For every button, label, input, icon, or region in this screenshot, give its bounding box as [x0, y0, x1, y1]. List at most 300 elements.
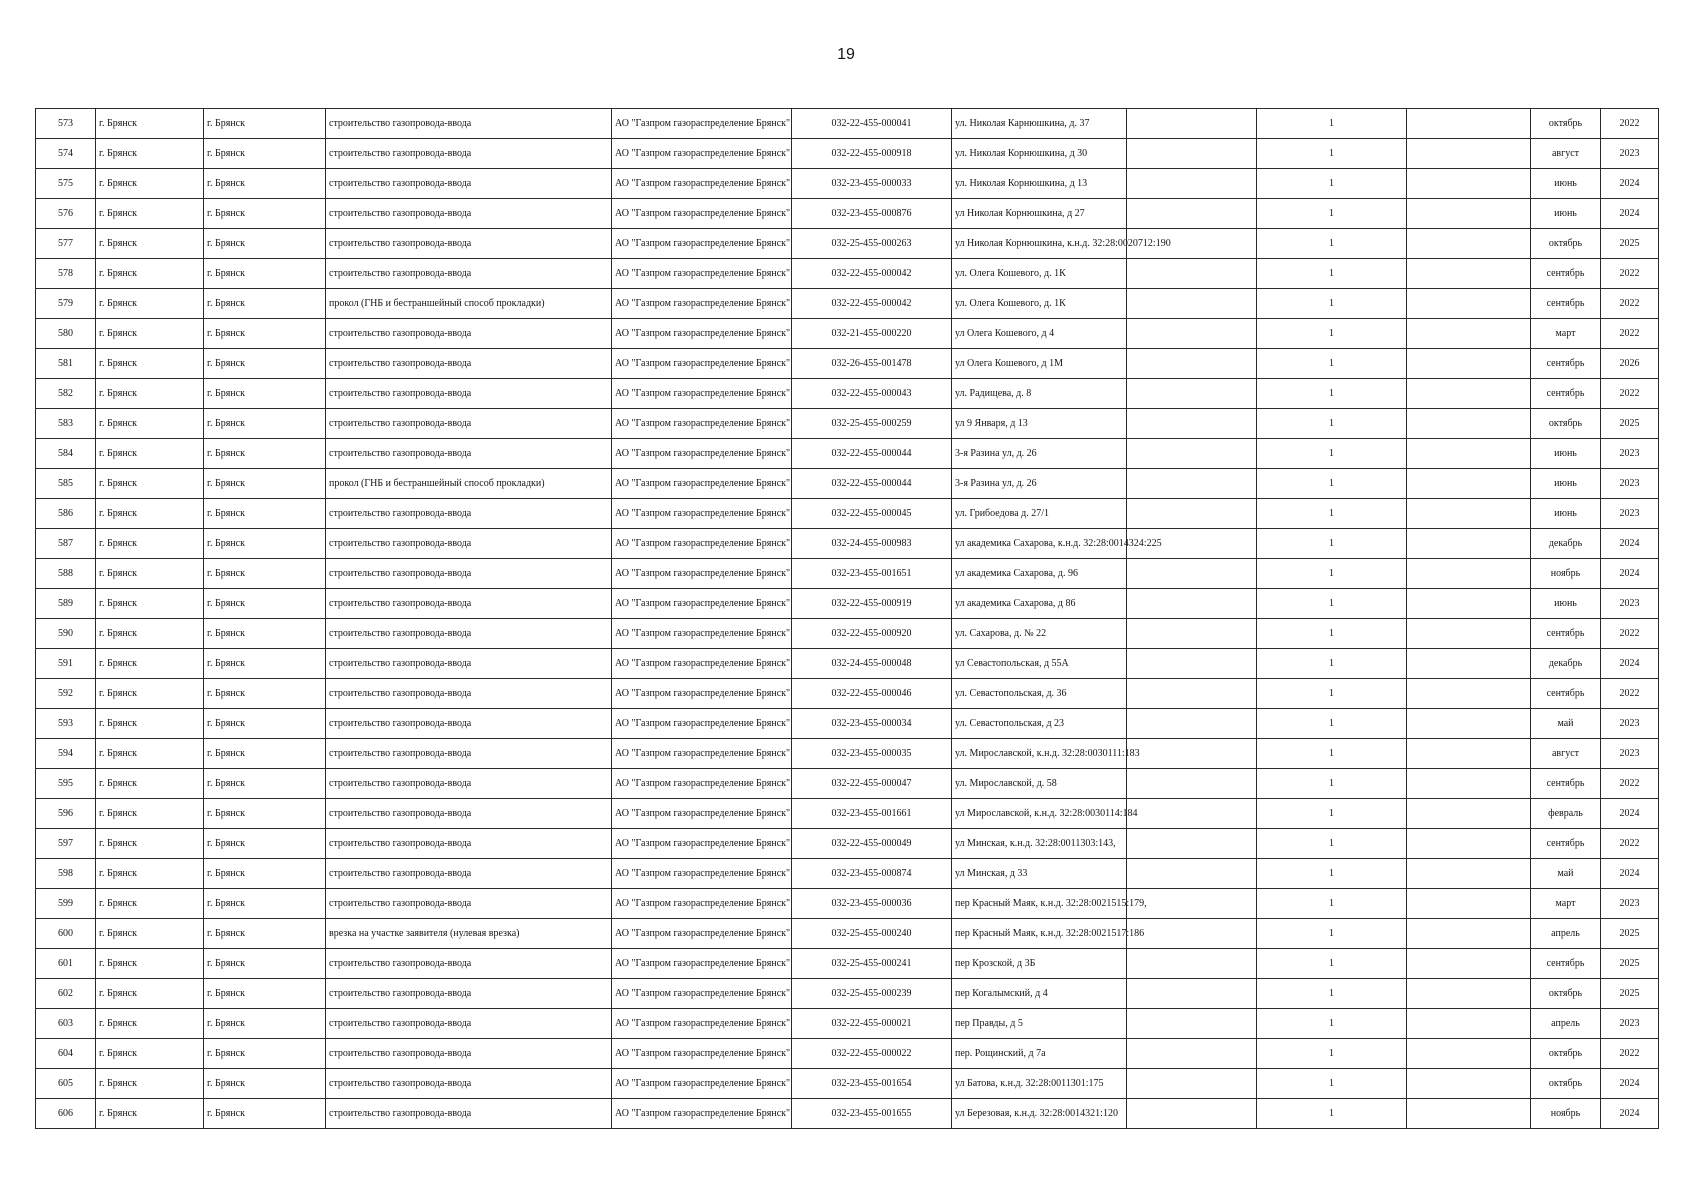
blank-cell	[1127, 1009, 1257, 1039]
organization-cell: АО "Газпром газораспределение Брянск"	[612, 319, 792, 349]
quantity-cell: 1	[1257, 499, 1407, 529]
quantity-cell: 1	[1257, 259, 1407, 289]
blank-cell	[1127, 289, 1257, 319]
blank-cell	[1407, 259, 1531, 289]
year-cell: 2024	[1601, 1099, 1659, 1129]
quantity-cell: 1	[1257, 739, 1407, 769]
work-type-cell: врезка на участке заявителя (нулевая врезка)	[326, 919, 612, 949]
blank-cell	[1407, 709, 1531, 739]
blank-cell	[1407, 679, 1531, 709]
quantity-cell: 1	[1257, 649, 1407, 679]
month-cell: апрель	[1531, 1009, 1601, 1039]
work-type-cell: строительство газопровода-ввода	[326, 649, 612, 679]
registration-number-cell: 032-22-455-000047	[792, 769, 952, 799]
row-number-cell: 599	[36, 889, 96, 919]
municipality-cell: г. Брянск	[96, 799, 204, 829]
organization-cell: АО "Газпром газораспределение Брянск"	[612, 829, 792, 859]
month-cell: июнь	[1531, 499, 1601, 529]
organization-cell: АО "Газпром газораспределение Брянск"	[612, 769, 792, 799]
quantity-cell: 1	[1257, 829, 1407, 859]
locality-cell: г. Брянск	[204, 979, 326, 1009]
year-cell: 2023	[1601, 469, 1659, 499]
organization-cell: АО "Газпром газораспределение Брянск"	[612, 289, 792, 319]
organization-cell: АО "Газпром газораспределение Брянск"	[612, 529, 792, 559]
quantity-cell: 1	[1257, 1039, 1407, 1069]
blank-cell	[1407, 139, 1531, 169]
blank-cell	[1127, 1099, 1257, 1129]
organization-cell: АО "Газпром газораспределение Брянск"	[612, 799, 792, 829]
municipality-cell: г. Брянск	[96, 559, 204, 589]
work-type-cell: строительство газопровода-ввода	[326, 319, 612, 349]
year-cell: 2023	[1601, 439, 1659, 469]
municipality-cell: г. Брянск	[96, 289, 204, 319]
blank-cell	[1407, 199, 1531, 229]
row-number-cell: 584	[36, 439, 96, 469]
table-row	[36, 349, 1659, 379]
address-cell: ул. Радищева, д. 8	[952, 379, 1127, 409]
blank-cell	[1127, 739, 1257, 769]
quantity-cell: 1	[1257, 559, 1407, 589]
table-row	[36, 559, 1659, 589]
month-cell: июнь	[1531, 469, 1601, 499]
quantity-cell: 1	[1257, 769, 1407, 799]
row-number-cell: 590	[36, 619, 96, 649]
municipality-cell: г. Брянск	[96, 499, 204, 529]
registration-number-cell: 032-22-455-000042	[792, 289, 952, 319]
registration-number-cell: 032-23-455-001651	[792, 559, 952, 589]
work-type-cell: строительство газопровода-ввода	[326, 169, 612, 199]
registration-number-cell: 032-22-455-000045	[792, 499, 952, 529]
blank-cell	[1127, 769, 1257, 799]
address-cell: ул Олега Кошевого, д 1М	[952, 349, 1127, 379]
municipality-cell: г. Брянск	[96, 439, 204, 469]
organization-cell: АО "Газпром газораспределение Брянск"	[612, 169, 792, 199]
blank-cell	[1127, 169, 1257, 199]
locality-cell: г. Брянск	[204, 859, 326, 889]
table-row	[36, 679, 1659, 709]
organization-cell: АО "Газпром газораспределение Брянск"	[612, 469, 792, 499]
address-cell: ул Минская, д 33	[952, 859, 1127, 889]
organization-cell: АО "Газпром газораспределение Брянск"	[612, 979, 792, 1009]
blank-cell	[1407, 1069, 1531, 1099]
address-cell: 3-я Разина ул, д. 26	[952, 439, 1127, 469]
quantity-cell: 1	[1257, 469, 1407, 499]
registration-number-cell: 032-25-455-000240	[792, 919, 952, 949]
quantity-cell: 1	[1257, 109, 1407, 139]
registration-number-cell: 032-25-455-000239	[792, 979, 952, 1009]
municipality-cell: г. Брянск	[96, 619, 204, 649]
blank-cell	[1127, 799, 1257, 829]
table-row	[36, 799, 1659, 829]
organization-cell: АО "Газпром газораспределение Брянск"	[612, 679, 792, 709]
municipality-cell: г. Брянск	[96, 199, 204, 229]
work-type-cell: строительство газопровода-ввода	[326, 229, 612, 259]
row-number-cell: 574	[36, 139, 96, 169]
registration-number-cell: 032-22-455-000920	[792, 619, 952, 649]
month-cell: июнь	[1531, 199, 1601, 229]
row-number-cell: 583	[36, 409, 96, 439]
month-cell: сентябрь	[1531, 289, 1601, 319]
year-cell: 2022	[1601, 379, 1659, 409]
blank-cell	[1127, 499, 1257, 529]
municipality-cell: г. Брянск	[96, 379, 204, 409]
month-cell: сентябрь	[1531, 679, 1601, 709]
row-number-cell: 578	[36, 259, 96, 289]
municipality-cell: г. Брянск	[96, 769, 204, 799]
municipality-cell: г. Брянск	[96, 409, 204, 439]
address-cell: ул. Сахарова, д. № 22	[952, 619, 1127, 649]
year-cell: 2025	[1601, 949, 1659, 979]
row-number-cell: 596	[36, 799, 96, 829]
row-number-cell: 602	[36, 979, 96, 1009]
organization-cell: АО "Газпром газораспределение Брянск"	[612, 1009, 792, 1039]
work-type-cell: строительство газопровода-ввода	[326, 829, 612, 859]
table-row	[36, 919, 1659, 949]
month-cell: сентябрь	[1531, 259, 1601, 289]
blank-cell	[1127, 409, 1257, 439]
blank-cell	[1407, 559, 1531, 589]
locality-cell: г. Брянск	[204, 589, 326, 619]
address-cell: ул. Николая Корнюшкина, д 13	[952, 169, 1127, 199]
quantity-cell: 1	[1257, 589, 1407, 619]
registration-number-cell: 032-21-455-000220	[792, 319, 952, 349]
month-cell: июнь	[1531, 589, 1601, 619]
address-cell: пер Крозской, д 3Б	[952, 949, 1127, 979]
row-number-cell: 580	[36, 319, 96, 349]
blank-cell	[1127, 1039, 1257, 1069]
quantity-cell: 1	[1257, 199, 1407, 229]
table-row	[36, 499, 1659, 529]
work-type-cell: строительство газопровода-ввода	[326, 979, 612, 1009]
table-row	[36, 109, 1659, 139]
table-row	[36, 199, 1659, 229]
row-number-cell: 591	[36, 649, 96, 679]
work-type-cell: строительство газопровода-ввода	[326, 259, 612, 289]
blank-cell	[1127, 439, 1257, 469]
locality-cell: г. Брянск	[204, 229, 326, 259]
locality-cell: г. Брянск	[204, 769, 326, 799]
locality-cell: г. Брянск	[204, 259, 326, 289]
row-number-cell: 597	[36, 829, 96, 859]
address-cell: ул. Николая Корнюшкина, д 30	[952, 139, 1127, 169]
municipality-cell: г. Брянск	[96, 1069, 204, 1099]
work-type-cell: строительство газопровода-ввода	[326, 589, 612, 619]
year-cell: 2023	[1601, 709, 1659, 739]
work-type-cell: строительство газопровода-ввода	[326, 529, 612, 559]
municipality-cell: г. Брянск	[96, 949, 204, 979]
blank-cell	[1127, 649, 1257, 679]
table-row	[36, 319, 1659, 349]
registration-number-cell: 032-23-455-001655	[792, 1099, 952, 1129]
blank-cell	[1407, 949, 1531, 979]
blank-cell	[1407, 859, 1531, 889]
locality-cell: г. Брянск	[204, 1039, 326, 1069]
registration-number-cell: 032-22-455-000918	[792, 139, 952, 169]
row-number-cell: 586	[36, 499, 96, 529]
blank-cell	[1127, 709, 1257, 739]
address-cell: ул. Николая Карнюшкина, д. 37	[952, 109, 1127, 139]
work-type-cell: строительство газопровода-ввода	[326, 859, 612, 889]
blank-cell	[1407, 229, 1531, 259]
quantity-cell: 1	[1257, 529, 1407, 559]
year-cell: 2024	[1601, 169, 1659, 199]
quantity-cell: 1	[1257, 439, 1407, 469]
address-cell: ул Минская, к.н.д. 32:28:0011303:143,	[952, 829, 1127, 859]
address-cell: ул. Грибоедова д. 27/1	[952, 499, 1127, 529]
organization-cell: АО "Газпром газораспределение Брянск"	[612, 889, 792, 919]
month-cell: октябрь	[1531, 979, 1601, 1009]
municipality-cell: г. Брянск	[96, 919, 204, 949]
work-type-cell: строительство газопровода-ввода	[326, 439, 612, 469]
month-cell: август	[1531, 739, 1601, 769]
municipality-cell: г. Брянск	[96, 679, 204, 709]
registration-number-cell: 032-22-455-000043	[792, 379, 952, 409]
work-type-cell: строительство газопровода-ввода	[326, 1069, 612, 1099]
month-cell: февраль	[1531, 799, 1601, 829]
blank-cell	[1407, 1039, 1531, 1069]
table-row	[36, 979, 1659, 1009]
table-row	[36, 409, 1659, 439]
blank-cell	[1407, 1009, 1531, 1039]
quantity-cell: 1	[1257, 229, 1407, 259]
quantity-cell: 1	[1257, 679, 1407, 709]
registration-number-cell: 032-25-455-000241	[792, 949, 952, 979]
locality-cell: г. Брянск	[204, 319, 326, 349]
row-number-cell: 581	[36, 349, 96, 379]
table-row	[36, 739, 1659, 769]
work-type-cell: строительство газопровода-ввода	[326, 409, 612, 439]
blank-cell	[1127, 109, 1257, 139]
month-cell: март	[1531, 319, 1601, 349]
quantity-cell: 1	[1257, 379, 1407, 409]
month-cell: декабрь	[1531, 529, 1601, 559]
blank-cell	[1127, 919, 1257, 949]
table-row	[36, 469, 1659, 499]
blank-cell	[1407, 109, 1531, 139]
municipality-cell: г. Брянск	[96, 109, 204, 139]
locality-cell: г. Брянск	[204, 139, 326, 169]
work-type-cell: строительство газопровода-ввода	[326, 559, 612, 589]
blank-cell	[1407, 439, 1531, 469]
address-cell: ул. Олега Кошевого, д. 1К	[952, 259, 1127, 289]
table-row	[36, 229, 1659, 259]
locality-cell: г. Брянск	[204, 439, 326, 469]
year-cell: 2026	[1601, 349, 1659, 379]
locality-cell: г. Брянск	[204, 949, 326, 979]
table-row	[36, 529, 1659, 559]
table-row	[36, 829, 1659, 859]
blank-cell	[1407, 379, 1531, 409]
year-cell: 2022	[1601, 289, 1659, 319]
address-cell: ул. Олега Кошевого, д. 1К	[952, 289, 1127, 319]
row-number-cell: 587	[36, 529, 96, 559]
quantity-cell: 1	[1257, 139, 1407, 169]
year-cell: 2024	[1601, 799, 1659, 829]
address-cell: ул 9 Января, д 13	[952, 409, 1127, 439]
registration-number-cell: 032-23-455-000035	[792, 739, 952, 769]
organization-cell: АО "Газпром газораспределение Брянск"	[612, 139, 792, 169]
locality-cell: г. Брянск	[204, 679, 326, 709]
locality-cell: г. Брянск	[204, 379, 326, 409]
registration-number-cell: 032-23-455-000033	[792, 169, 952, 199]
year-cell: 2022	[1601, 769, 1659, 799]
row-number-cell: 576	[36, 199, 96, 229]
work-type-cell: строительство газопровода-ввода	[326, 799, 612, 829]
table-row	[36, 439, 1659, 469]
address-cell: пер Правды, д 5	[952, 1009, 1127, 1039]
address-cell: ул Олега Кошевого, д 4	[952, 319, 1127, 349]
organization-cell: АО "Газпром газораспределение Брянск"	[612, 649, 792, 679]
work-type-cell: строительство газопровода-ввода	[326, 949, 612, 979]
registration-number-cell: 032-22-455-000046	[792, 679, 952, 709]
organization-cell: АО "Газпром газораспределение Брянск"	[612, 949, 792, 979]
blank-cell	[1407, 409, 1531, 439]
registration-number-cell: 032-23-455-000874	[792, 859, 952, 889]
registration-number-cell: 032-22-455-000919	[792, 589, 952, 619]
work-type-cell: строительство газопровода-ввода	[326, 889, 612, 919]
row-number-cell: 601	[36, 949, 96, 979]
month-cell: апрель	[1531, 919, 1601, 949]
municipality-cell: г. Брянск	[96, 349, 204, 379]
municipality-cell: г. Брянск	[96, 259, 204, 289]
organization-cell: АО "Газпром газораспределение Брянск"	[612, 409, 792, 439]
blank-cell	[1127, 979, 1257, 1009]
quantity-cell: 1	[1257, 289, 1407, 319]
quantity-cell: 1	[1257, 709, 1407, 739]
month-cell: март	[1531, 889, 1601, 919]
work-type-cell: строительство газопровода-ввода	[326, 139, 612, 169]
month-cell: октябрь	[1531, 1069, 1601, 1099]
year-cell: 2024	[1601, 559, 1659, 589]
year-cell: 2024	[1601, 529, 1659, 559]
municipality-cell: г. Брянск	[96, 169, 204, 199]
blank-cell	[1407, 589, 1531, 619]
registration-number-cell: 032-23-455-000034	[792, 709, 952, 739]
row-number-cell: 605	[36, 1069, 96, 1099]
locality-cell: г. Брянск	[204, 529, 326, 559]
row-number-cell: 594	[36, 739, 96, 769]
month-cell: октябрь	[1531, 409, 1601, 439]
blank-cell	[1127, 199, 1257, 229]
address-cell: ул. Мирославской, к.н.д. 32:28:0030111:183	[952, 739, 1127, 769]
quantity-cell: 1	[1257, 949, 1407, 979]
blank-cell	[1407, 349, 1531, 379]
locality-cell: г. Брянск	[204, 889, 326, 919]
locality-cell: г. Брянск	[204, 709, 326, 739]
address-cell: ул академика Сахарова, к.н.д. 32:28:0014324:225	[952, 529, 1127, 559]
organization-cell: АО "Газпром газораспределение Брянск"	[612, 1069, 792, 1099]
year-cell: 2023	[1601, 889, 1659, 919]
blank-cell	[1127, 859, 1257, 889]
table-row	[36, 619, 1659, 649]
year-cell: 2024	[1601, 649, 1659, 679]
locality-cell: г. Брянск	[204, 199, 326, 229]
organization-cell: АО "Газпром газораспределение Брянск"	[612, 499, 792, 529]
organization-cell: АО "Газпром газораспределение Брянск"	[612, 379, 792, 409]
address-cell: ул Батова, к.н.д. 32:28:0011301:175	[952, 1069, 1127, 1099]
table-row	[36, 1069, 1659, 1099]
quantity-cell: 1	[1257, 1069, 1407, 1099]
blank-cell	[1127, 949, 1257, 979]
municipality-cell: г. Брянск	[96, 649, 204, 679]
row-number-cell: 595	[36, 769, 96, 799]
registration-number-cell: 032-22-455-000044	[792, 469, 952, 499]
work-type-cell: строительство газопровода-ввода	[326, 199, 612, 229]
registration-number-cell: 032-22-455-000022	[792, 1039, 952, 1069]
organization-cell: АО "Газпром газораспределение Брянск"	[612, 1039, 792, 1069]
year-cell: 2022	[1601, 109, 1659, 139]
blank-cell	[1407, 1099, 1531, 1129]
registration-number-cell: 032-22-455-000049	[792, 829, 952, 859]
quantity-cell: 1	[1257, 799, 1407, 829]
quantity-cell: 1	[1257, 859, 1407, 889]
year-cell: 2025	[1601, 979, 1659, 1009]
locality-cell: г. Брянск	[204, 409, 326, 439]
month-cell: сентябрь	[1531, 619, 1601, 649]
year-cell: 2022	[1601, 679, 1659, 709]
locality-cell: г. Брянск	[204, 649, 326, 679]
table-row	[36, 289, 1659, 319]
registration-number-cell: 032-23-455-001661	[792, 799, 952, 829]
organization-cell: АО "Газпром газораспределение Брянск"	[612, 229, 792, 259]
month-cell: октябрь	[1531, 109, 1601, 139]
month-cell: сентябрь	[1531, 949, 1601, 979]
blank-cell	[1127, 319, 1257, 349]
registration-number-cell: 032-22-455-000042	[792, 259, 952, 289]
registration-number-cell: 032-22-455-000044	[792, 439, 952, 469]
year-cell: 2023	[1601, 139, 1659, 169]
quantity-cell: 1	[1257, 889, 1407, 919]
year-cell: 2023	[1601, 589, 1659, 619]
quantity-cell: 1	[1257, 349, 1407, 379]
address-cell: ул академика Сахарова, д 86	[952, 589, 1127, 619]
row-number-cell: 573	[36, 109, 96, 139]
organization-cell: АО "Газпром газораспределение Брянск"	[612, 259, 792, 289]
year-cell: 2023	[1601, 1009, 1659, 1039]
year-cell: 2022	[1601, 259, 1659, 289]
municipality-cell: г. Брянск	[96, 469, 204, 499]
work-type-cell: строительство газопровода-ввода	[326, 619, 612, 649]
work-type-cell: строительство газопровода-ввода	[326, 709, 612, 739]
table-row	[36, 1039, 1659, 1069]
year-cell: 2024	[1601, 859, 1659, 889]
address-cell: пер Когалымский, д 4	[952, 979, 1127, 1009]
blank-cell	[1407, 499, 1531, 529]
address-cell: ул академика Сахарова, д. 96	[952, 559, 1127, 589]
table-row	[36, 649, 1659, 679]
year-cell: 2022	[1601, 319, 1659, 349]
registration-number-cell: 032-25-455-000259	[792, 409, 952, 439]
address-cell: ул Николая Корнюшкина, д 27	[952, 199, 1127, 229]
municipality-cell: г. Брянск	[96, 229, 204, 259]
month-cell: сентябрь	[1531, 379, 1601, 409]
table-body	[36, 109, 1659, 1129]
municipality-cell: г. Брянск	[96, 889, 204, 919]
table-row	[36, 1009, 1659, 1039]
address-cell: пер. Рощинский, д 7а	[952, 1039, 1127, 1069]
municipality-cell: г. Брянск	[96, 589, 204, 619]
year-cell: 2025	[1601, 409, 1659, 439]
quantity-cell: 1	[1257, 919, 1407, 949]
blank-cell	[1127, 829, 1257, 859]
blank-cell	[1407, 919, 1531, 949]
year-cell: 2023	[1601, 739, 1659, 769]
work-type-cell: строительство газопровода-ввода	[326, 769, 612, 799]
address-cell: пер Красный Маяк, к.н.д. 32:28:0021517:186	[952, 919, 1127, 949]
municipality-cell: г. Брянск	[96, 979, 204, 1009]
year-cell: 2022	[1601, 1039, 1659, 1069]
blank-cell	[1127, 1069, 1257, 1099]
